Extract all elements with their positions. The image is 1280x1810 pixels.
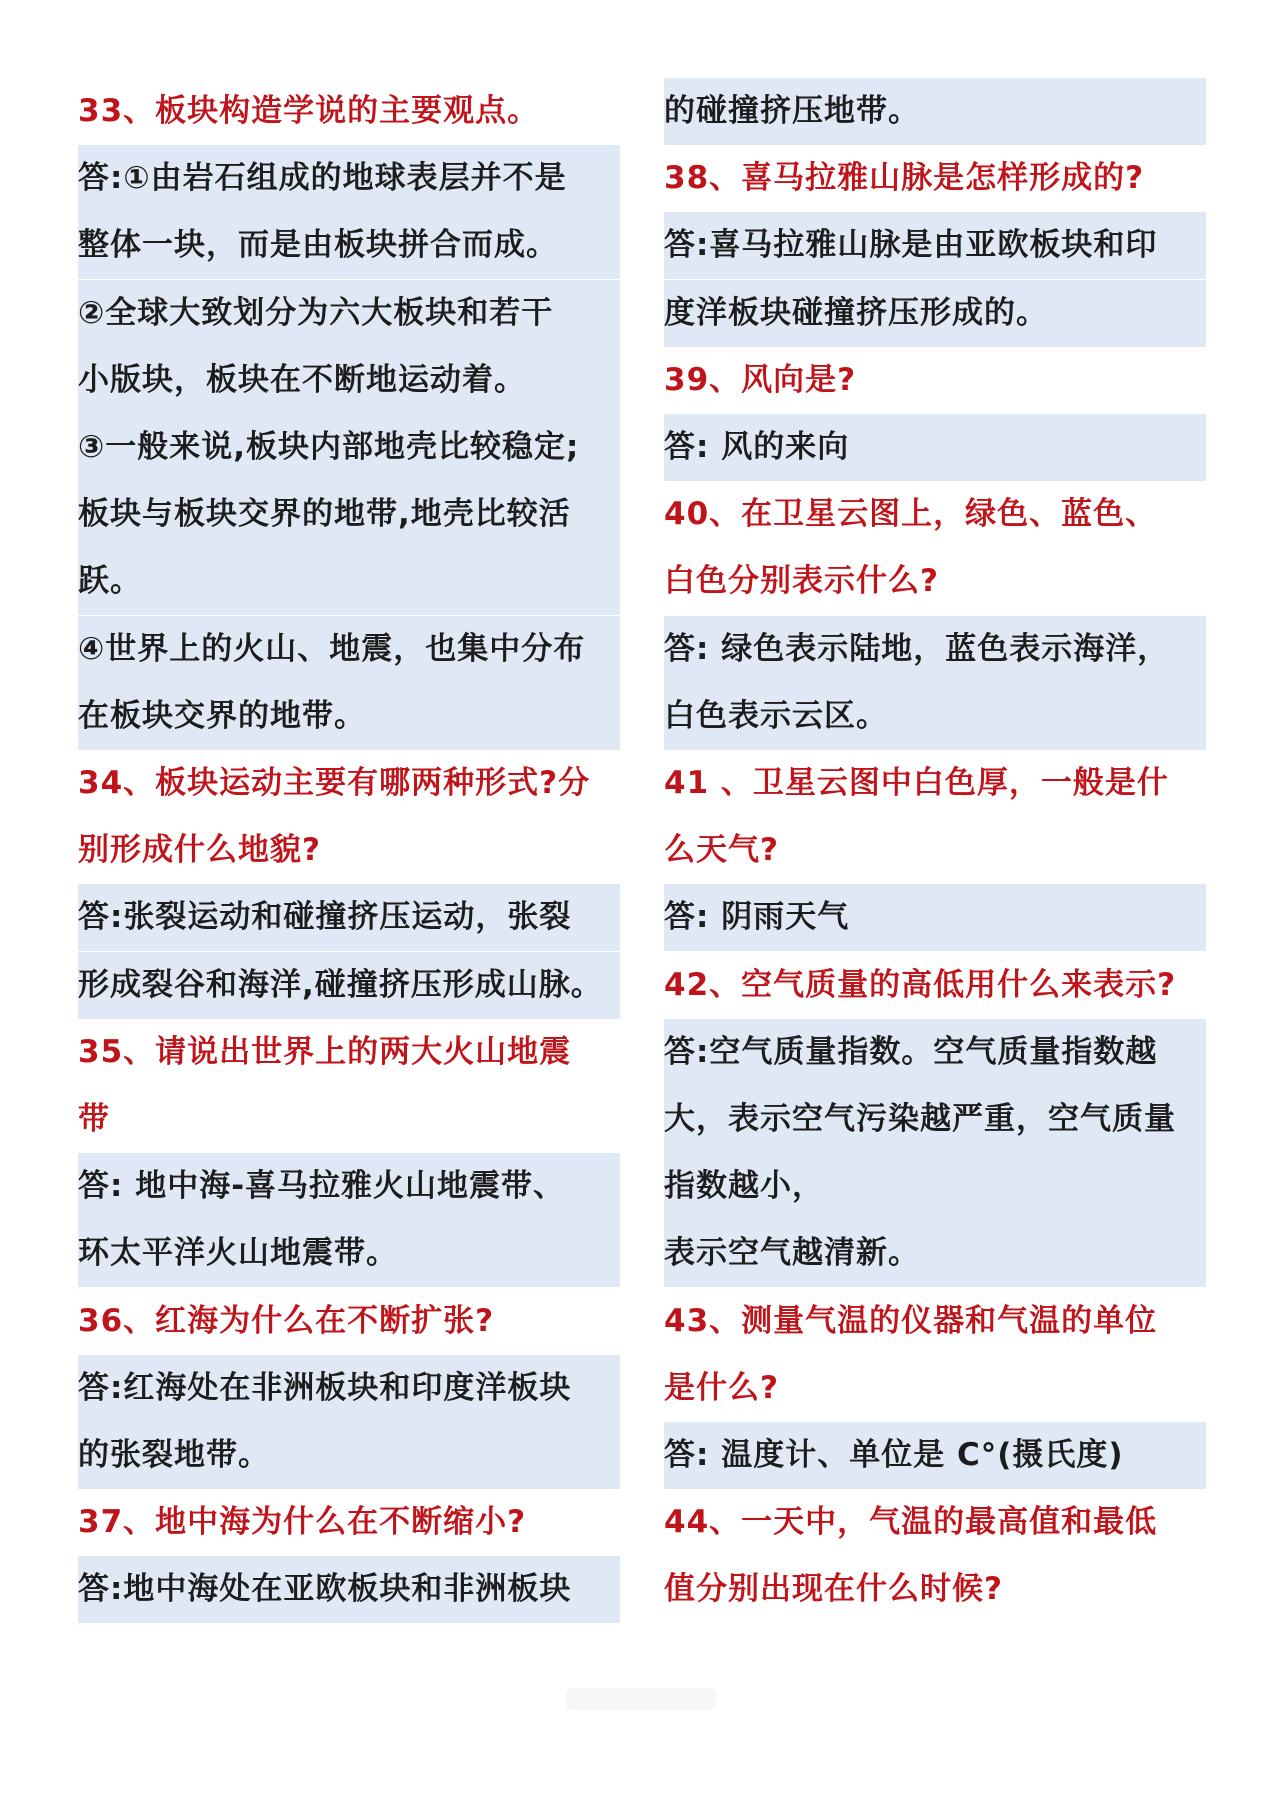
question-line: 值分别出现在什么时候? <box>664 1571 1003 1608</box>
question-line: 37、地中海为什么在不断缩小? <box>78 1504 527 1541</box>
answer-line: 环太平洋火山地震带。 <box>78 1220 620 1287</box>
answer-line: 度洋板块碰撞挤压形成的。 <box>664 280 1206 347</box>
question-line: 33、板块构造学说的主要观点。 <box>78 93 540 129</box>
question-line: 42、空气质量的高低用什么来表示? <box>664 966 1177 1003</box>
answer-line: 的碰撞挤压地带。 <box>664 78 1206 145</box>
question-line: 43、测量气温的仪器和气温的单位 <box>664 1302 1158 1339</box>
answer-line: 大，表示空气污染越严重，空气质量 <box>664 1086 1206 1153</box>
question-line: 别形成什么地貌? <box>78 832 321 869</box>
answer-line: 小版块，板块在不断地运动着。 <box>78 347 620 414</box>
answer-line: 跃。 <box>78 548 620 615</box>
question-line: 35、请说出世界上的两大火山地震 <box>78 1033 572 1070</box>
question-line: 38、喜马拉雅山脉是怎样形成的? <box>664 160 1145 197</box>
answer-line: 答: 绿色表示陆地，蓝色表示海洋， <box>664 616 1206 683</box>
answer-line: 整体一块，而是由板块拼合而成。 <box>78 212 620 279</box>
answer-line: 在板块交界的地带。 <box>78 683 620 750</box>
question-line: 是什么? <box>664 1369 779 1406</box>
question-line: 44、一天中，气温的最高值和最低 <box>664 1504 1158 1541</box>
answer-line: ③一般来说,板块内部地壳比较稳定; <box>78 414 620 481</box>
question-line: 40、在卫星云图上，绿色、蓝色、 <box>664 496 1158 533</box>
faint-watermark <box>566 1688 716 1710</box>
answer-line: 答: 地中海-喜马拉雅火山地震带、 <box>78 1153 620 1220</box>
answer-line: 表示空气越清新。 <box>664 1220 1206 1287</box>
answer-line: 白色表示云区。 <box>664 683 1206 750</box>
question-line: 白色分别表示什么? <box>664 563 939 600</box>
answer-line: 答:空气质量指数。空气质量指数越 <box>664 1019 1206 1086</box>
answer-line: 答: 阴雨天气 <box>664 884 1206 951</box>
answer-line: 指数越小， <box>664 1153 1206 1220</box>
question-line: 带 <box>78 1101 110 1137</box>
answer-line: 形成裂谷和海洋,碰撞挤压形成山脉。 <box>78 952 620 1019</box>
answer-line: 答:①由岩石组成的地球表层并不是 <box>78 145 620 212</box>
answer-line: ④世界上的火山、地震，也集中分布 <box>78 616 620 683</box>
answer-line: ②全球大致划分为六大板块和若干 <box>78 280 620 347</box>
question-line: 36、红海为什么在不断扩张? <box>78 1302 495 1339</box>
question-line: 么天气? <box>664 832 779 869</box>
answer-line: 答:张裂运动和碰撞挤压运动，张裂 <box>78 884 620 951</box>
answer-line: 的张裂地带。 <box>78 1422 620 1489</box>
answer-line: 答:喜马拉雅山脉是由亚欧板块和印 <box>664 212 1206 279</box>
answer-line: 答: 风的来向 <box>664 414 1206 481</box>
question-line: 41 、卫星云图中白色厚，一般是什 <box>664 765 1169 801</box>
question-line: 34、板块运动主要有哪两种形式?分 <box>78 765 591 801</box>
answer-line: 答:红海处在非洲板块和印度洋板块 <box>78 1355 620 1422</box>
answer-line: 答: 温度计、单位是 C°(摄氏度) <box>664 1422 1206 1489</box>
question-line: 39、风向是? <box>664 361 857 398</box>
answer-line: 答:地中海处在亚欧板块和非洲板块 <box>78 1556 620 1623</box>
answer-line: 板块与板块交界的地带,地壳比较活 <box>78 481 620 548</box>
